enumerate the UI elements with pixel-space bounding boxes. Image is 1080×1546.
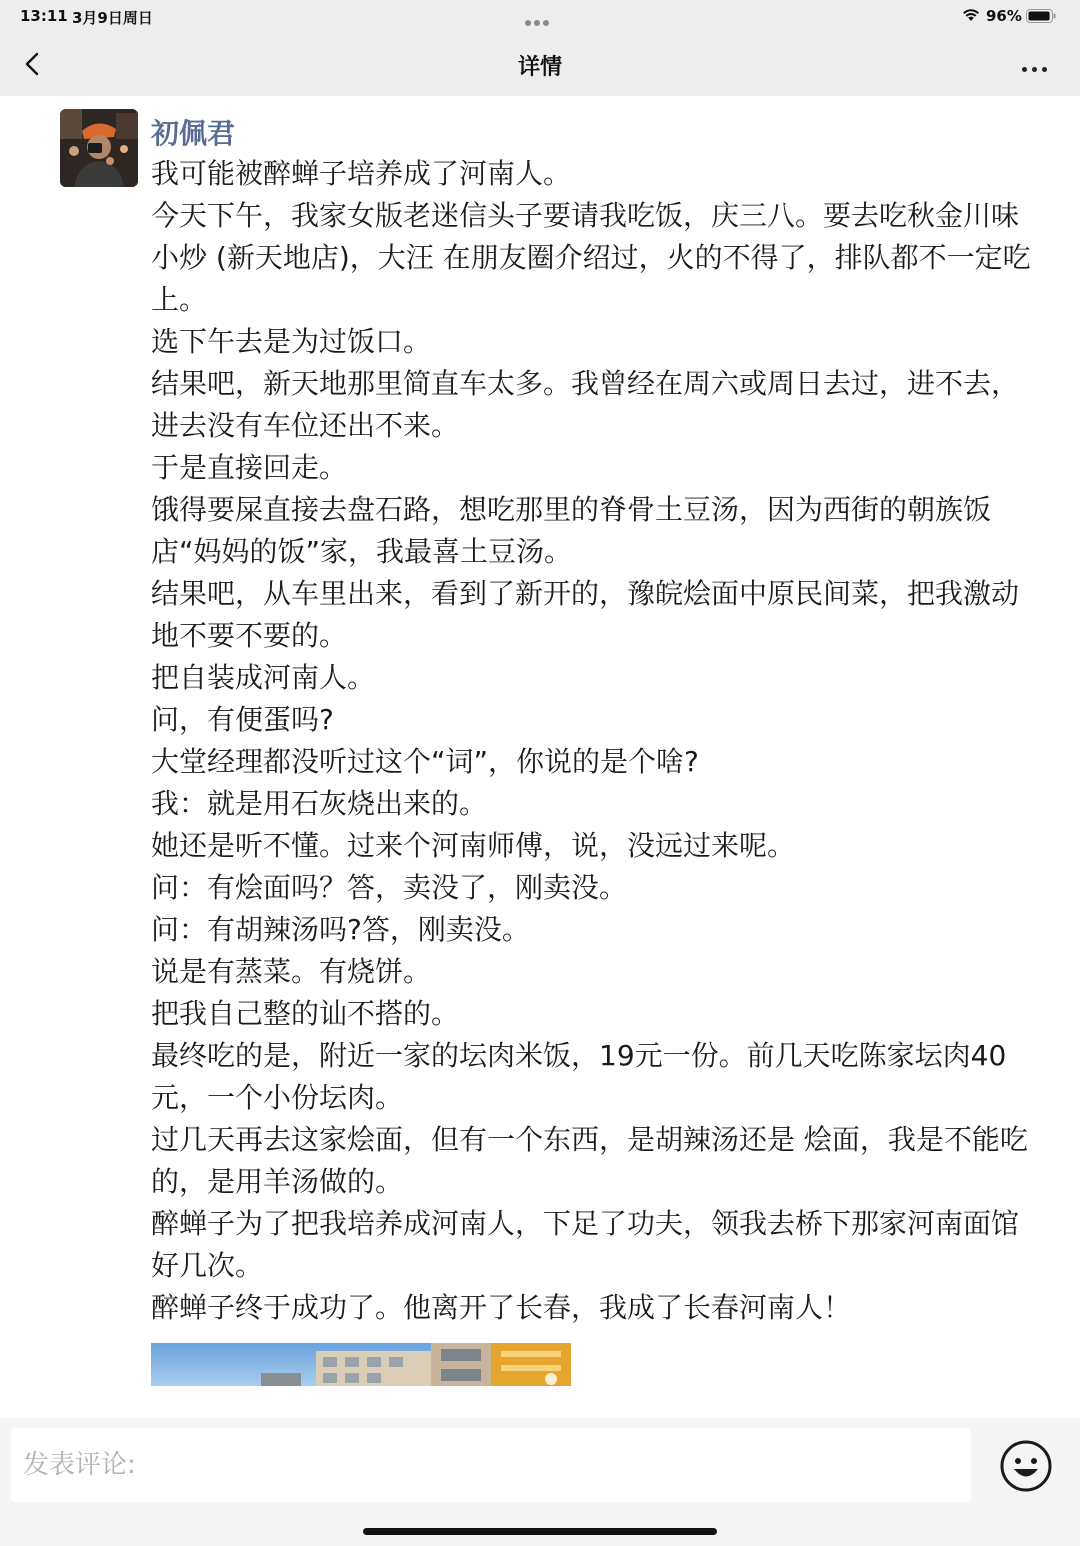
- post-paragraph: 我：就是用石灰烧出来的。: [151, 787, 488, 820]
- post-paragraph: 我可能被醉蝉子培养成了河南人。: [151, 157, 572, 190]
- post-text: [151, 153, 1041, 1329]
- post-paragraph: 过几天再去这家烩面，但有一个东西，是胡辣汤还是 烩面，我是不能吃的，是用羊汤做的。: [151, 1123, 1028, 1198]
- status-time: 13:11: [20, 7, 68, 25]
- page-title: 详情: [517, 55, 562, 80]
- post-paragraph: 问：有烩面吗？答，卖没了，刚卖没。: [151, 871, 628, 904]
- moment-post: [0, 96, 1080, 1418]
- post-paragraph: 问：有胡辣汤吗?答，刚卖没。: [151, 913, 530, 946]
- post-paragraph: 于是直接回走。: [151, 451, 348, 484]
- avatar-photo: [60, 109, 138, 187]
- status-date: 3月9日周日: [72, 9, 153, 27]
- post-paragraph: 把自装成河南人。: [151, 661, 376, 694]
- post-paragraph: 她还是听不懂。过来个河南师傅，说，没远过来呢。: [151, 829, 796, 862]
- more-dots-icon[interactable]: [1022, 57, 1058, 71]
- emoji-smile-icon[interactable]: [998, 1438, 1054, 1494]
- top-region: [0, 0, 1080, 96]
- battery-percent: 96%: [986, 7, 1022, 25]
- home-indicator: [363, 1528, 717, 1535]
- post-paragraph: 醉蝉子为了把我培养成河南人，下足了功夫，领我去桥下那家河南面馆好几次。: [151, 1207, 1020, 1282]
- post-photo[interactable]: [151, 1343, 571, 1386]
- status-bar: [0, 0, 1080, 32]
- post-paragraph: 结果吧，从车里出来，看到了新开的，豫皖烩面中原民间菜，把我激动地不要不要的。: [151, 577, 1020, 652]
- post-paragraph: 大堂经理都没听过这个“词”，你说的是个啥?: [151, 745, 699, 778]
- author-name[interactable]: 初佩君: [151, 117, 236, 150]
- post-paragraph: 把我自己整的讪不搭的。: [151, 997, 460, 1030]
- comment-bar: [0, 1418, 1080, 1546]
- post-paragraph: 选下午去是为过饭口。: [151, 325, 432, 358]
- post-paragraph: 问，有便蛋吗?: [151, 703, 334, 736]
- comment-input[interactable]: [11, 1428, 971, 1502]
- battery-icon: [1026, 9, 1056, 23]
- post-paragraph: 最终吃的是，附近一家的坛肉米饭，19元一份。前几天吃陈家坛肉40元，一个小份坛肉。: [151, 1039, 1007, 1114]
- post-paragraph: 结果吧，新天地那里简直车太多。我曾经在周六或周日去过，进不去，进去没有车位还出不来。: [151, 367, 1020, 442]
- avatar[interactable]: [60, 109, 138, 187]
- post-paragraph: 醉蝉子终于成功了。他离开了长春，我成了长春河南人！: [151, 1291, 852, 1324]
- post-paragraph: 说是有蒸菜。有烧饼。: [151, 955, 432, 988]
- post-paragraph: 今天下午，我家女版老迷信头子要请我吃饭，庆三八。要去吃秋金川味小炒 (新天地店)，大汪 在朋友圈介绍过，火的不得了，排队都不一定吃上。: [151, 199, 1031, 316]
- wifi-icon: [962, 8, 980, 22]
- nav-bar: [0, 32, 1080, 96]
- multitask-dots-icon[interactable]: [525, 12, 555, 20]
- photo-thumbnail: [151, 1343, 571, 1386]
- post-paragraph: 饿得要屎直接去盘石路，想吃那里的脊骨土豆汤，因为西街的朝族饭店“妈妈的饭”家，我最喜土豆汤。: [151, 493, 992, 568]
